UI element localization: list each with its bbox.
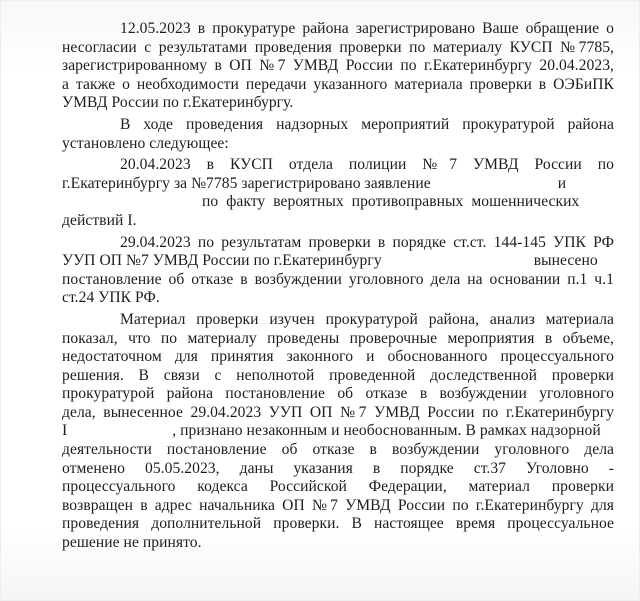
redacted-name (382, 253, 522, 267)
text-line: зарегистрированному в ОП №7 УМВД России по г.Екатеринбургу 20.04.2023, (62, 57, 614, 75)
text-line: проведения дополнительной проверки. В настоящее время процессуальное (62, 515, 614, 533)
redacted-name (67, 423, 172, 437)
text-line: УМВД России по г.Екатеринбургу. (62, 94, 294, 112)
text-line: решения. В связи с неполнотой проведенной доследственной проверки (62, 366, 614, 384)
redacted-name (62, 194, 202, 208)
text-line: В ходе проведения надзорных мероприятий прокуратурой района (120, 115, 614, 133)
text-fragment: по факту вероятных противоправных мошеннических (202, 193, 580, 211)
text-line: решение не принято. (62, 534, 202, 552)
text-line: 29.04.2023 по результатам проверки в порядке ст.ст. 144-145 УПК РФ (120, 233, 614, 251)
text-line: показал, что по материалу проведены проверочные мероприятия в объеме, (62, 329, 614, 347)
text-line: постановление об отказе в возбуждении уголовного дела на основании п.1 ч.1 (62, 270, 614, 288)
text-fragment: и (557, 174, 567, 192)
text-line: недостаточном для принятия законного и обоснованного процессуального (62, 348, 614, 366)
text-line: процессуального кодекса Российской Федерации, материал проверки (62, 478, 614, 496)
text-fragment: , признано незаконным и необоснованным. В рамках надзорной (172, 422, 601, 440)
paragraph-supervision-findings-intro (62, 116, 614, 153)
text-line: прокуратурой района постановление об отказе в возбуждении уголовного (62, 385, 614, 403)
text-line: а также о необходимости передачи указанного материала проверки в ОЭБиПК (62, 75, 614, 93)
redacted-name (431, 176, 513, 190)
text-line (62, 422, 614, 441)
text-fragment: I (62, 422, 68, 440)
text-line (62, 193, 614, 212)
text-line: ст.24 УПК РФ. (62, 289, 160, 307)
text-fragment: вынесено (533, 252, 598, 270)
text-line: деятельности постановление об отказе в возбуждении уголовного дела (62, 441, 614, 459)
text-fragment: УУП ОП №7 УМВД России по г.Екатеринбургу (62, 252, 382, 270)
paragraph-kusp-registration (62, 156, 614, 230)
text-line: установлено следующее: (62, 134, 229, 152)
text-line: 12.05.2023 в прокуратуре района зарегистрировано Ваше обращение о (120, 20, 614, 37)
text-line (62, 175, 614, 194)
text-line: Материал проверки изучен прокуратурой района, анализ материала (120, 310, 614, 328)
letter-body (62, 20, 614, 553)
paragraph-prosecutor-review (62, 311, 614, 553)
text-line: 20.04.2023 в КУСП отдела полиции №7 УМВД России по (120, 156, 614, 174)
text-line: возвращен в адрес начальника ОП №7 УМВД России по г.Екатеринбургу для (62, 496, 614, 514)
text-fragment: г.Екатеринбургу за №7785 зарегистрировано заявление (62, 174, 431, 192)
text-line: несогласии с результатами проведения проверки по материалу КУСП №7785, (62, 38, 614, 56)
text-line: отменено 05.05.2023, даны указания в порядке ст.37 Уголовно - (62, 459, 614, 477)
paragraph-refusal-decision (62, 234, 614, 308)
text-line: действий I. (62, 211, 137, 229)
text-line (62, 252, 614, 271)
paragraph-appeal-registration (62, 20, 614, 113)
text-line: дела, вынесенное 29.04.2023 УУП ОП №7 УМВД России по г.Екатеринбургу (62, 403, 614, 421)
